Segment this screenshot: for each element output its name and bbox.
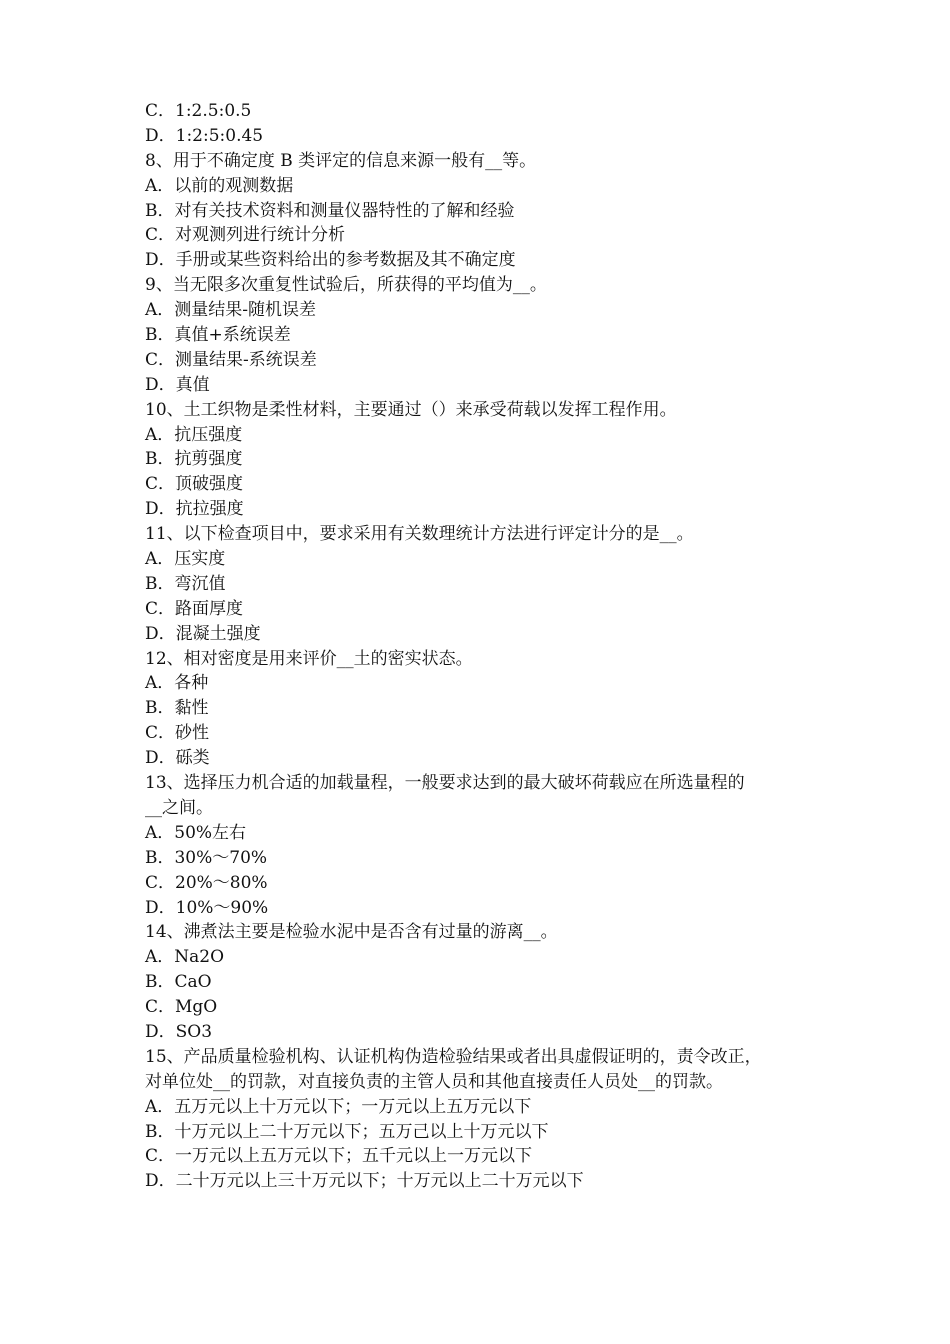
- option-line: B．对有关技术资料和测量仪器特性的了解和经验: [145, 200, 515, 221]
- option-line: D．1:2:5:0.45: [145, 125, 264, 146]
- option-line: A．压实度: [145, 549, 226, 570]
- option-line: D．砾类: [145, 748, 210, 769]
- option-line: D．10%～90%: [145, 897, 269, 918]
- option-line: D．真值: [145, 374, 210, 395]
- option-line: C．路面厚度: [145, 598, 244, 619]
- option-line: B．黏性: [145, 698, 209, 719]
- question-line: 9、当无限多次重复性试验后，所获得的平均值为__。: [145, 275, 547, 296]
- option-line: D．抗拉强度: [145, 499, 244, 520]
- option-line: C．砂性: [145, 723, 210, 744]
- option-line: B．抗剪强度: [145, 449, 243, 470]
- question-line: 13、选择压力机合适的加载量程，一般要求达到的最大破坏荷载应在所选量程的: [145, 773, 745, 794]
- option-line: A．测量结果-随机误差: [145, 300, 317, 321]
- option-line: B．30%～70%: [145, 847, 268, 868]
- option-line: A．Na2O: [145, 947, 225, 968]
- question-line: 11、以下检查项目中，要求采用有关数理统计方法进行评定计分的是__。: [145, 524, 694, 545]
- option-line: C．测量结果-系统误差: [145, 349, 317, 370]
- option-line: B．CaO: [145, 972, 212, 993]
- option-line: B．真值+系统误差: [145, 325, 291, 346]
- option-line: D．手册或某些资料给出的参考数据及其不确定度: [145, 250, 516, 271]
- option-line: C．顶破强度: [145, 474, 244, 495]
- question-line: 14、沸煮法主要是检验水泥中是否含有过量的游离__。: [145, 922, 558, 943]
- option-line: A．50%左右: [145, 822, 247, 843]
- option-line: C．一万元以上五万元以下；五千元以上一万元以下: [145, 1146, 533, 1167]
- option-line: D．二十万元以上三十万元以下；十万元以上二十万元以下: [145, 1171, 584, 1192]
- question-line: 12、相对密度是用来评价__土的密实状态。: [145, 648, 473, 669]
- question-line-continued: __之间。: [145, 797, 213, 818]
- question-line: 15、产品质量检验机构、认证机构伪造检验结果或者出具虚假证明的，责令改正，: [145, 1046, 762, 1067]
- option-line: C．对观测列进行统计分析: [145, 225, 346, 246]
- option-line: A．抗压强度: [145, 424, 243, 445]
- option-line: A．五万元以上十万元以下；一万元以上五万元以下: [145, 1096, 532, 1117]
- question-list: [145, 99, 815, 1194]
- question-line: 10、土工织物是柔性材料，主要通过（）来承受荷载以发挥工程作用。: [145, 399, 677, 420]
- option-line: C．20%～80%: [145, 872, 268, 893]
- option-line: B．十万元以上二十万元以下；五万己以上十万元以下: [145, 1121, 549, 1142]
- option-line: D．混凝土强度: [145, 623, 261, 644]
- option-line: A．以前的观测数据: [145, 175, 294, 196]
- option-line: C．MgO: [145, 997, 218, 1018]
- option-line: B．弯沉值: [145, 573, 226, 594]
- option-line: C．1:2.5:0.5: [145, 101, 252, 121]
- option-line: A．各种: [145, 673, 209, 694]
- question-line: 8、用于不确定度 B 类评定的信息来源一般有__等。: [145, 150, 537, 171]
- option-line: D．SO3: [145, 1021, 213, 1042]
- question-line-continued: 对单位处__的罚款，对直接负责的主管人员和其他直接责任人员处__的罚款。: [145, 1071, 723, 1092]
